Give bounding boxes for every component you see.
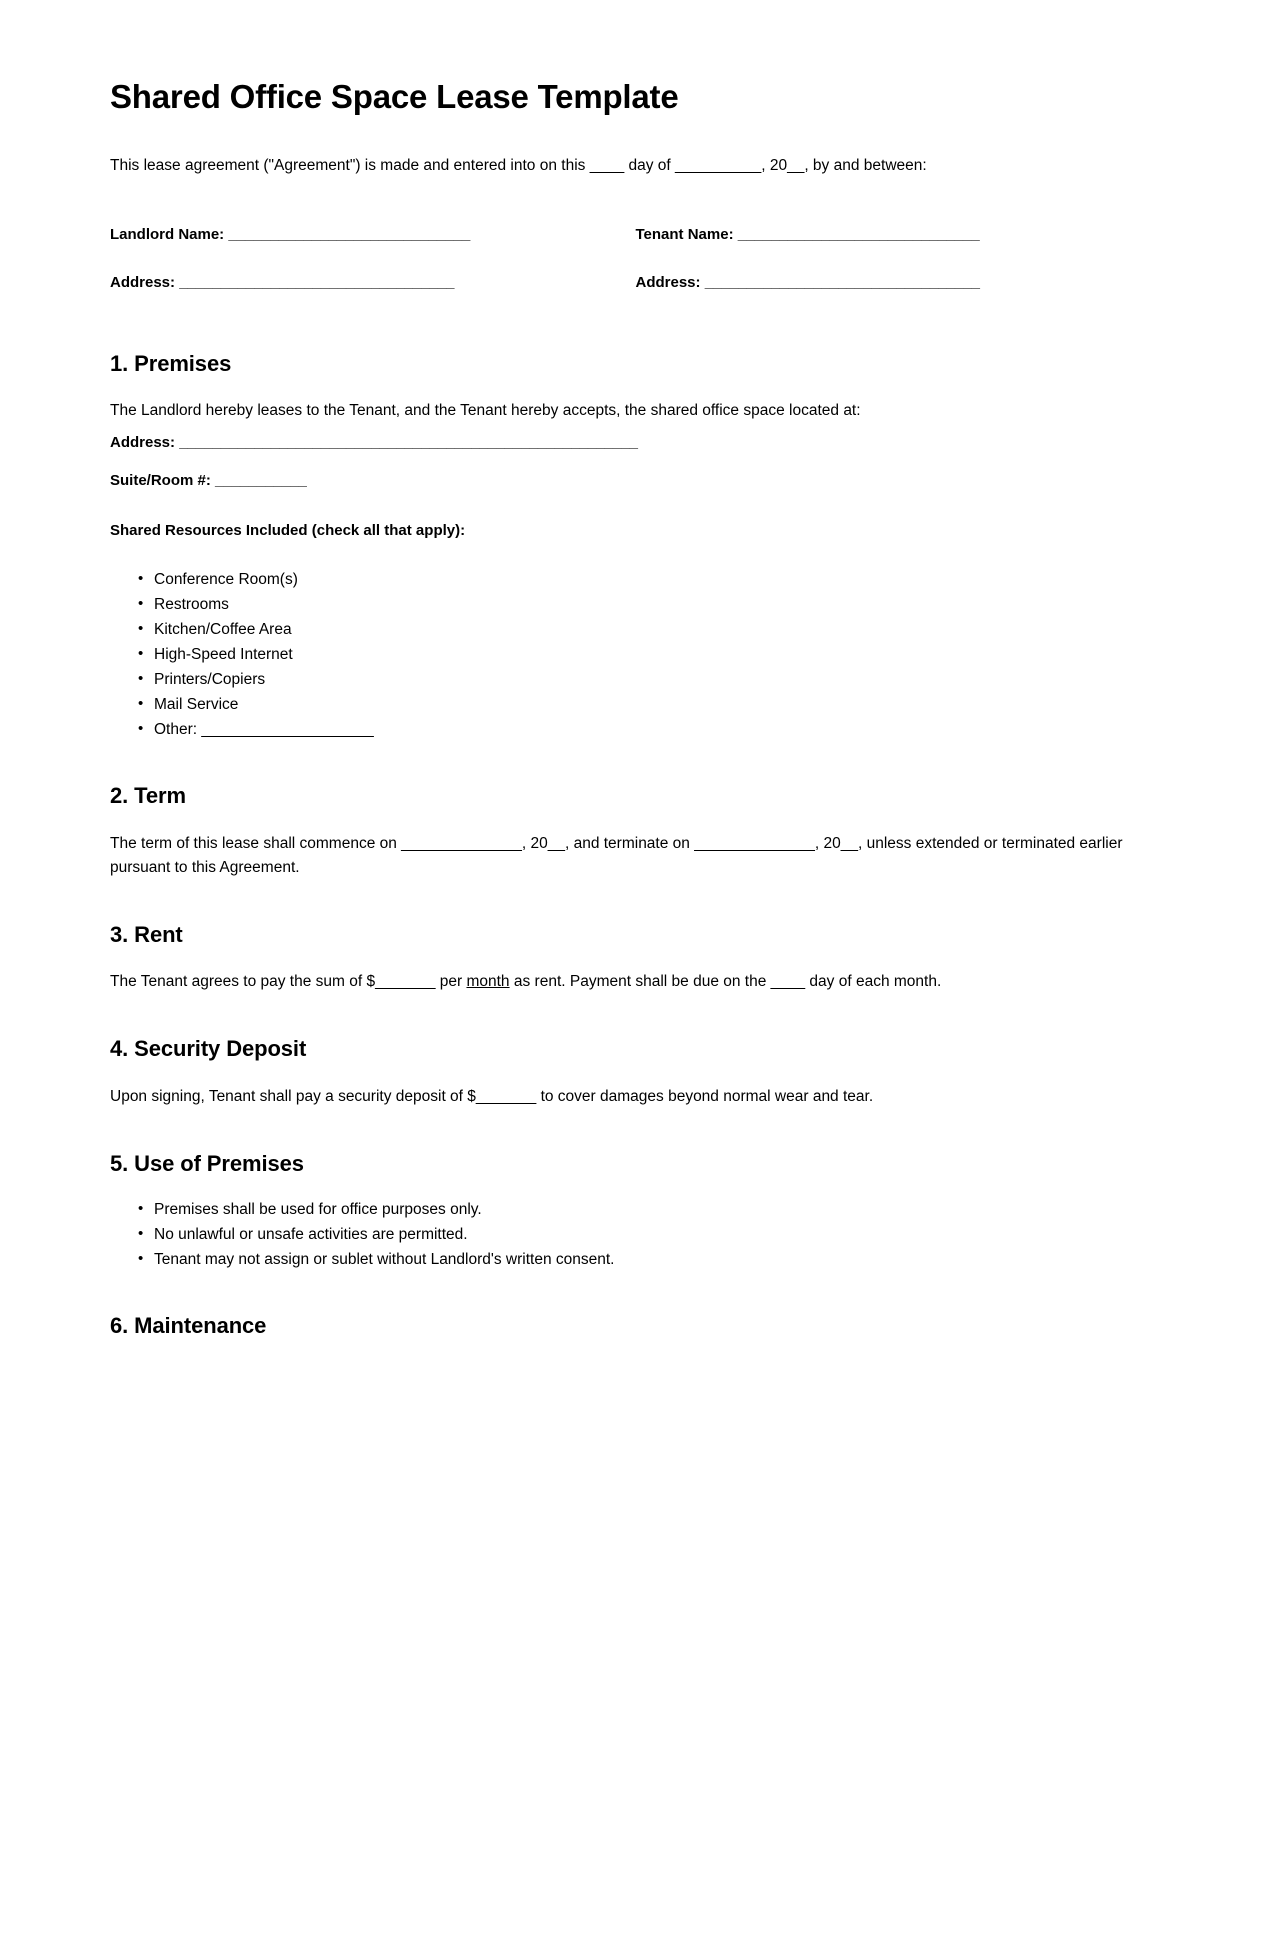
- shared-resources-label-text: Shared Resources Included (check all that apply):: [110, 522, 466, 540]
- premises-suite-label: Suite/Room #:: [110, 472, 211, 490]
- list-item[interactable]: • Printers/Copiers: [138, 669, 1125, 691]
- other-blank: ____________________: [201, 721, 374, 739]
- parties-block: [110, 224, 1125, 295]
- premises-address-label: Address:: [110, 434, 176, 452]
- section-premises-heading: 1. Premises: [110, 350, 232, 376]
- tenant-address-field[interactable]: [636, 272, 1126, 295]
- landlord-address-label: Address:: [110, 274, 176, 292]
- intro-paragraph: This lease agreement ("Agreement") is made and entered into on this ____ day of __________, 20__, by and between:: [110, 156, 927, 174]
- landlord-name-field[interactable]: [110, 224, 618, 247]
- list-item-other[interactable]: [138, 719, 1125, 741]
- section-rent: [110, 922, 1125, 994]
- page-title: Shared Office Space Lease Template: [110, 78, 679, 115]
- section-use-of-premises-heading: 5. Use of Premises: [110, 1150, 304, 1176]
- premises-intro-text: The Landlord hereby leases to the Tenant, and the Tenant hereby accepts, the shared office space located at:: [110, 402, 861, 420]
- section-maintenance: [110, 1313, 1125, 1339]
- list-item[interactable]: • Mail Service: [138, 694, 1125, 716]
- spacer: [110, 455, 1125, 469]
- rent-period-underlined: month: [466, 973, 510, 991]
- section-maintenance-heading: 6. Maintenance: [110, 1312, 267, 1338]
- term-text: The term of this lease shall commence on ______________, 20__, and terminate on ______________, 20__, unless extended or terminated earlier pursuant to this Agreement.: [110, 834, 1123, 876]
- tenant-name-blank: _____________________________: [737, 225, 980, 243]
- landlord-name-blank: _____________________________: [228, 225, 471, 243]
- section-security-deposit: [110, 1036, 1125, 1108]
- section-security-deposit-heading: 4. Security Deposit: [110, 1036, 307, 1062]
- list-item[interactable]: • Kitchen/Coffee Area: [138, 619, 1125, 641]
- tenant-name-field[interactable]: [636, 224, 1126, 247]
- security-deposit-text: Upon signing, Tenant shall pay a security deposit of $_______ to cover damages beyond normal wear and tear.: [110, 1087, 874, 1105]
- use-of-premises-list: [110, 1199, 1125, 1271]
- other-label: Other:: [154, 721, 198, 739]
- shared-resources-list: [110, 569, 1125, 741]
- section-premises: [110, 351, 1125, 741]
- premises-suite-field[interactable]: [110, 469, 1125, 493]
- section-term-heading: 2. Term: [110, 783, 186, 809]
- section-rent-heading: 3. Rent: [110, 921, 183, 947]
- rent-text-before: The Tenant agrees to pay the sum of $_______ per: [110, 973, 467, 991]
- shared-resources-label: [110, 519, 1125, 543]
- list-item[interactable]: • Conference Room(s): [138, 569, 1125, 591]
- tenant-address-blank: _________________________________: [704, 274, 980, 292]
- list-item: • Tenant may not assign or sublet without Landlord's written consent.: [138, 1249, 1125, 1271]
- tenant-column: [618, 224, 1126, 295]
- list-item: • No unlawful or unsafe activities are permitted.: [138, 1224, 1125, 1246]
- list-item: • Premises shall be used for office purposes only.: [138, 1199, 1125, 1221]
- premises-suite-blank: ___________: [215, 472, 307, 490]
- rent-text: [110, 970, 1125, 994]
- landlord-address-field[interactable]: [110, 272, 618, 295]
- rent-text-after: as rent. Payment shall be due on the ____ day of each month.: [509, 973, 942, 991]
- section-term: [110, 783, 1125, 879]
- landlord-column: [110, 224, 618, 295]
- tenant-address-label: Address:: [635, 274, 701, 292]
- landlord-address-blank: _________________________________: [179, 274, 455, 292]
- list-item[interactable]: • High-Speed Internet: [138, 644, 1125, 666]
- landlord-name-label: Landlord Name:: [110, 225, 225, 243]
- tenant-name-label: Tenant Name:: [635, 225, 734, 243]
- section-use-of-premises: [110, 1151, 1125, 1271]
- premises-address-blank: _______________________________________________________: [179, 434, 639, 452]
- list-item[interactable]: • Restrooms: [138, 594, 1125, 616]
- premises-address-field[interactable]: [110, 431, 1125, 455]
